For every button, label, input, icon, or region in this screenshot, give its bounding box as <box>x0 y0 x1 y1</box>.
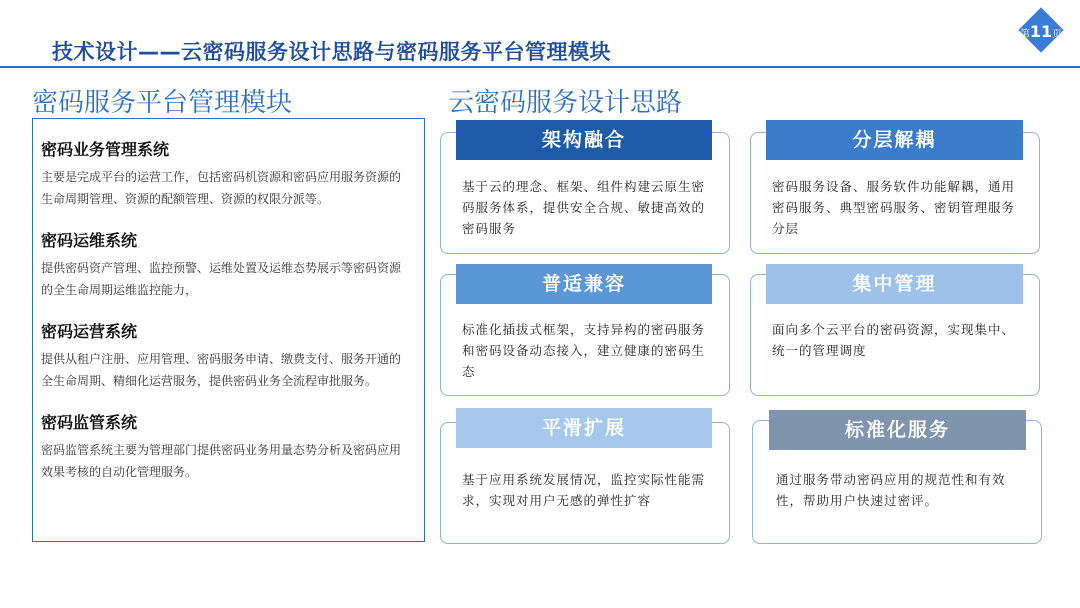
card-text: 标准化插拔式框架，支持异构的密码服务和密码设备动态接入，建立健康的密码生态 <box>462 322 706 379</box>
system-name: 密码监管系统 <box>41 413 138 432</box>
system-block <box>41 228 410 301</box>
system-block <box>41 319 410 392</box>
page-number: 11 <box>1029 22 1053 41</box>
system-name: 密码业务管理系统 <box>41 140 170 159</box>
card-text: 面向多个云平台的密码资源，实现集中、统一的管理调度 <box>772 322 1016 358</box>
card-text: 基于云的理念、框架、组件构建云原生密码服务体系，提供安全合规、敏捷高效的密码服务 <box>462 179 706 236</box>
header-divider <box>0 66 1080 68</box>
card-label: 集中管理 <box>766 264 1023 304</box>
system-desc: 主要是完成平台的运营工作，包括密码机资源和密码应用服务资源的生命周期管理、资源的配额管理、资源的权限分派等。 <box>41 170 402 206</box>
page-title: 技术设计——云密码服务设计思路与密码服务平台管理模块 <box>52 40 611 64</box>
system-desc: 提供从租户注册、应用管理、密码服务申请、缴费支付、服务开通的全生命周期、精细化运营服务，提供密码业务全流程审批服务。 <box>41 352 402 388</box>
card-label: 普适兼容 <box>456 264 712 304</box>
left-section-title: 密码服务平台管理模块 <box>32 88 293 118</box>
system-name: 密码运维系统 <box>41 231 138 250</box>
system-desc: 密码监管系统主要为管理部门提供密码业务用量态势分析及密码应用效果考核的自动化管理服务。 <box>41 443 402 479</box>
management-modules-panel <box>32 118 425 542</box>
card-label: 标准化服务 <box>769 410 1026 450</box>
card-label: 架构融合 <box>456 120 712 160</box>
page-number-badge <box>1019 8 1063 52</box>
system-block <box>41 137 410 210</box>
card-label: 分层解耦 <box>766 120 1023 160</box>
card-text: 密码服务设备、服务软件功能解耦，通用密码服务、典型密码服务、密钥管理服务分层 <box>772 179 1016 236</box>
page-number-text <box>1019 22 1063 41</box>
card-label: 平滑扩展 <box>456 408 712 448</box>
card-text: 通过服务带动密码应用的规范性和有效性，帮助用户快速过密评。 <box>776 472 1006 508</box>
system-desc: 提供密码资产管理、监控预警、运维处置及运维态势展示等密码资源的全生命周期运维监控能力， <box>41 261 402 297</box>
system-name: 密码运营系统 <box>41 322 138 341</box>
page-suffix: 页 <box>1052 29 1063 40</box>
page-prefix: 第 <box>1019 29 1030 40</box>
card-text: 基于应用系统发展情况，监控实际性能需求，实现对用户无感的弹性扩容 <box>462 472 706 508</box>
system-block <box>41 410 410 483</box>
right-section-title: 云密码服务设计思路 <box>448 88 683 118</box>
